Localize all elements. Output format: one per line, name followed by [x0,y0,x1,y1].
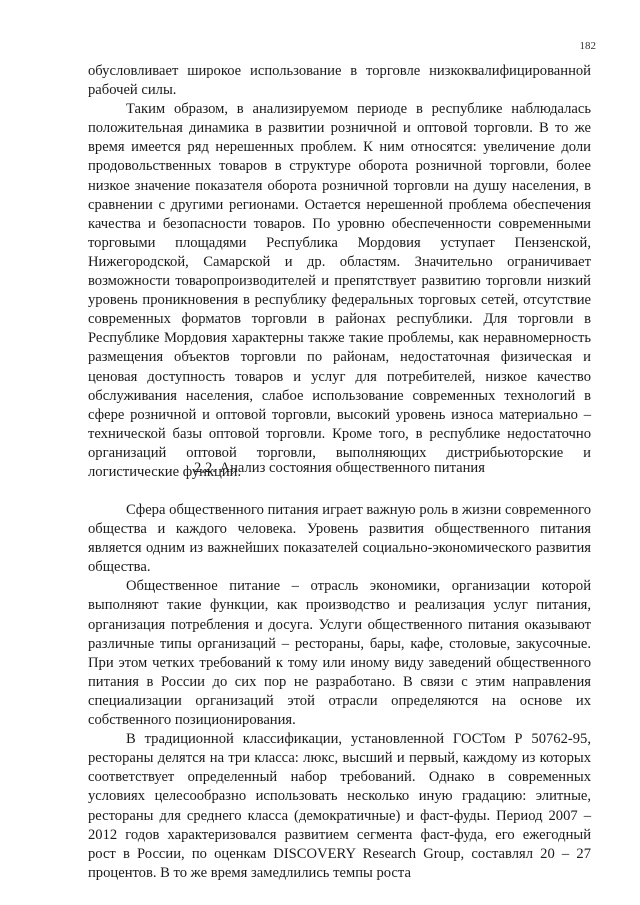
page-number: 182 [579,40,596,52]
bottom-text-block [88,501,591,883]
paragraph: Таким образом, в анализируемом периоде в республике наблюдалась положительная динамика в развитии розничной и оптовой торговли. В то же время имеется ряд нерешенных проблем. К ним относятся: увеличение доли продовольственных товаров в структуре оборота розничной торговли, более низкое значение показателя оборота розничной торговли на душу населения, в сравнении с другими регионами. Остается нерешенной проблема обеспечения качества и безопасности товаров. По уровню обеспеченности современными торговыми площадями Республика Мордовия уступает Пензенской, Нижегородской, Самарской и др. областям. Значительно ограничивает возможности товаропроизводителей и препятствует развитию торговли низкий уровень проникновения в республику федеральных торговых сетей, отсутствие современных форматов торговли в районах республики. Для торговли в Республике Мордовия характерны также такие проблемы, как неравномерность размещения объектов торговли по районам, недостаточная физическая и ценовая доступность товаров и услуг для потребителей, низкое качество обслуживания населения, слабое использование современных технологий в сфере розничной и оптовой торговли, высокий уровень износа материально – технической базы оптовой торговли. Кроме того, в республике недостаточно организаций оптовой торговли, выполняющих дистрибьюторские и логистические функции. [88,101,591,480]
paragraph: обусловливает широкое использование в торговле низкоквалифицированной рабочей силы. [88,63,591,99]
section-heading: 2.2. Анализ состояния общественного питания [194,460,485,476]
paragraph: Сфера общественного питания играет важную роль в жизни современного общества и каждого человека. Уровень развития общественного питания является одним из важнейших показателей социально-экономического развития общества. [88,502,591,576]
top-text-block [88,62,591,482]
paragraph: Общественное питание – отрасль экономики, организации которой выполняют такие функции, как производство и реализация услуг питания, организация потребления и досуга. Услуги общественного питания оказывают различные типы организаций – рестораны, бары, кафе, столовые, закусочные. При этом четких требований к тому или иному виду заведений общественного питания в России до сих пор не разработано. В связи с этим направления специализации организаций этой отрасли определяются на основе их собственного позиционирования. [88,578,591,729]
paragraph: В традиционной классификации, установленной ГОСТом Р 50762-95, рестораны делятся на три класса: люкс, высший и первый, каждому из которых соответствует определенный набор требований. Однако в современных условиях целесообразно использовать несколько иную градацию: элитные, рестораны для среднего класса (демократичные) и фаст-фуды. Период 2007 – 2012 годов характеризовался развитием сегмента фаст-фуда, его ежегодный рост в России, по оценкам DISCOVERY Research Group, составлял 20 – 27 процентов. В то же время замедлились темпы роста [88,731,591,881]
